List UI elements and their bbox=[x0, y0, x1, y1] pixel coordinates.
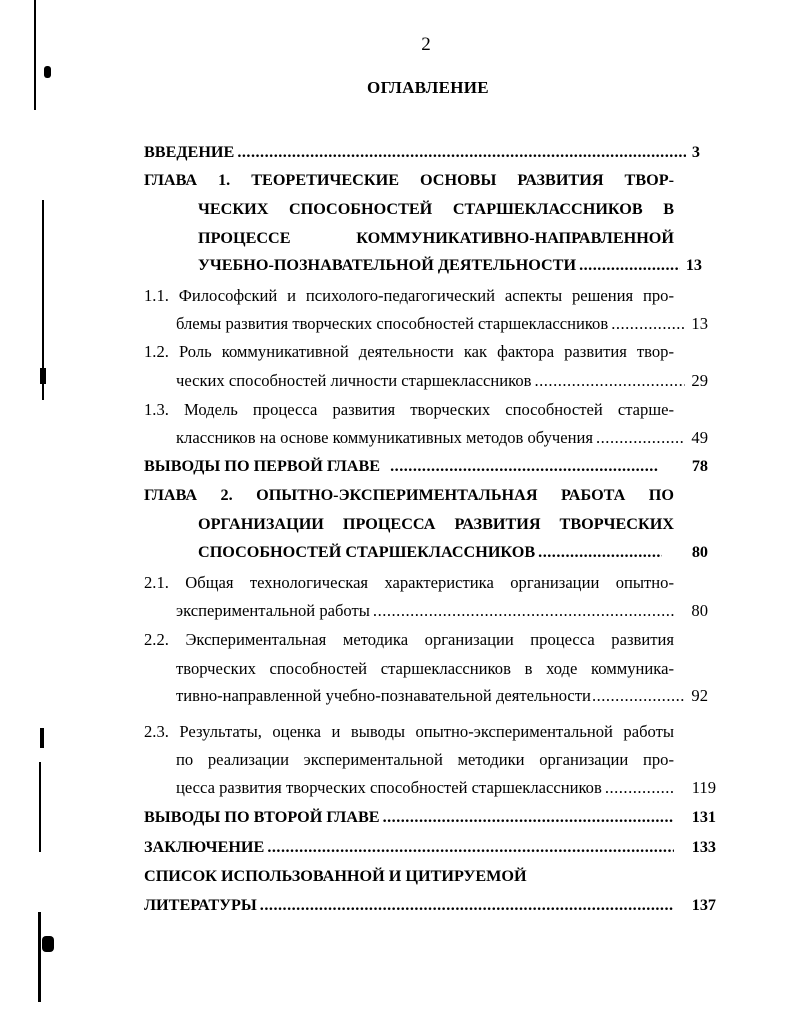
entry-page: 29 bbox=[691, 371, 708, 390]
entry-page: 13 bbox=[691, 314, 708, 333]
dot-leader bbox=[611, 314, 685, 334]
entry-page: 3 bbox=[691, 143, 700, 161]
toc-section-1-1-line: 1.1. Философский и психолого-педагогический аспекты решения про- bbox=[144, 286, 674, 305]
toc-chapter-1-last bbox=[198, 255, 702, 275]
toc-section-2-2-last bbox=[176, 686, 708, 706]
entry-label: ЛИТЕРАТУРЫ bbox=[144, 896, 257, 914]
toc-section-2-3-line: по реализации экспериментальной методики организации про- bbox=[176, 750, 674, 769]
entry-page: 133 bbox=[691, 838, 716, 856]
scan-edge-mark bbox=[42, 936, 54, 952]
dot-leader bbox=[390, 456, 658, 476]
toc-chapter-2-line: ОРГАНИЗАЦИИ ПРОЦЕССА РАЗВИТИЯ ТВОРЧЕСКИХ bbox=[198, 515, 674, 533]
entry-label: классников на основе коммуникативных методов обучения bbox=[176, 428, 593, 447]
entry-page: 78 bbox=[691, 457, 708, 475]
toc-section-1-2-last bbox=[176, 371, 708, 391]
scan-edge-mark bbox=[39, 762, 41, 852]
entry-label: экспериментальной работы bbox=[176, 601, 370, 620]
dot-leader bbox=[260, 895, 674, 915]
toc-section-2-2-line: 2.2. Экспериментальная методика организации процесса развития bbox=[144, 630, 674, 649]
entry-label: ческих способностей личности старшеклассников bbox=[176, 371, 532, 390]
entry-page: 80 bbox=[691, 543, 708, 561]
entry-label: тивно-направленной учебно-познавательной деятельности bbox=[176, 686, 591, 705]
entry-page: 131 bbox=[691, 808, 716, 826]
scan-edge-mark bbox=[38, 912, 41, 1002]
dot-leader bbox=[534, 371, 685, 391]
toc-section-2-3-last bbox=[176, 778, 716, 798]
dot-leader bbox=[267, 837, 673, 857]
toc-bibliography-last bbox=[144, 895, 716, 915]
toc-section-2-1-line: 2.1. Общая технологическая характеристика организации опытно- bbox=[144, 573, 674, 592]
entry-label: цесса развития творческих способностей старшеклассников bbox=[176, 778, 602, 797]
toc-section-1-3-line: 1.3. Модель процесса развития творческих способностей старше- bbox=[144, 400, 674, 419]
toc-section-2-3-line: 2.3. Результаты, оценка и выводы опытно-экспериментальной работы bbox=[144, 722, 674, 741]
toc-section-1-3-last bbox=[176, 428, 708, 448]
toc-section-2-1-last bbox=[176, 601, 708, 621]
entry-label: СПОСОБНОСТЕЙ СТАРШЕКЛАССНИКОВ bbox=[198, 543, 536, 561]
dot-leader bbox=[237, 142, 686, 162]
toc-bibliography-line: СПИСОК ИСПОЛЬЗОВАННОЙ И ЦИТИРУЕМОЙ bbox=[144, 867, 527, 885]
toc-chapter-2-line: ГЛАВА 2. ОПЫТНО-ЭКСПЕРИМЕНТАЛЬНАЯ РАБОТА ПО bbox=[144, 486, 674, 504]
dot-leader bbox=[538, 542, 662, 562]
toc-entry-conclusion bbox=[144, 837, 716, 857]
toc-entry-intro bbox=[144, 142, 700, 162]
toc-chapter-1-line: ГЛАВА 1. ТЕОРЕТИЧЕСКИЕ ОСНОВЫ РАЗВИТИЯ ТВОР- bbox=[144, 171, 674, 189]
entry-page: 119 bbox=[691, 778, 716, 797]
dot-leader bbox=[605, 778, 674, 798]
toc-section-2-2-line: творческих способностей старшеклассников в ходе коммуника- bbox=[176, 659, 674, 678]
scan-edge-mark bbox=[40, 728, 44, 748]
toc-entry-conclusions-2 bbox=[144, 807, 716, 827]
entry-page: 92 bbox=[691, 686, 708, 705]
toc-section-1-1-last bbox=[176, 314, 708, 334]
entry-label: УЧЕБНО-ПОЗНАВАТЕЛЬНОЙ ДЕЯТЕЛЬНОСТИ bbox=[198, 256, 577, 274]
entry-label: ВЫВОДЫ ПО ПЕРВОЙ ГЛАВЕ bbox=[144, 457, 381, 475]
dot-leader bbox=[383, 807, 674, 827]
page-title: ОГЛАВЛЕНИЕ bbox=[367, 78, 489, 97]
entry-page: 80 bbox=[691, 601, 708, 620]
entry-label: ВЫВОДЫ ПО ВТОРОЙ ГЛАВЕ bbox=[144, 808, 380, 826]
toc-chapter-1-line: ПРОЦЕССЕ КОММУНИКАТИВНО-НАПРАВЛЕННОЙ bbox=[198, 229, 674, 247]
entry-label: ВВЕДЕНИЕ bbox=[144, 143, 235, 161]
entry-label: блемы развития творческих способностей старшеклассников bbox=[176, 314, 609, 333]
entry-page: 137 bbox=[691, 896, 716, 914]
entry-page: 13 bbox=[685, 256, 702, 274]
dot-leader bbox=[596, 428, 685, 448]
toc-chapter-2-last bbox=[198, 542, 708, 562]
scan-edge-mark bbox=[40, 368, 46, 384]
scan-edge-mark bbox=[44, 66, 51, 78]
dot-leader bbox=[592, 686, 685, 706]
entry-label: ЗАКЛЮЧЕНИЕ bbox=[144, 838, 265, 856]
dot-leader bbox=[579, 255, 680, 275]
toc-section-1-2-line: 1.2. Роль коммуникативной деятельности как фактора развития твор- bbox=[144, 342, 674, 361]
toc-chapter-1-line: ЧЕСКИХ СПОСОБНОСТЕЙ СТАРШЕКЛАССНИКОВ В bbox=[198, 200, 674, 218]
page-number: 2 bbox=[421, 34, 431, 55]
dot-leader bbox=[373, 601, 675, 621]
toc-entry-conclusions-1 bbox=[144, 456, 708, 476]
entry-page: 49 bbox=[691, 428, 708, 447]
